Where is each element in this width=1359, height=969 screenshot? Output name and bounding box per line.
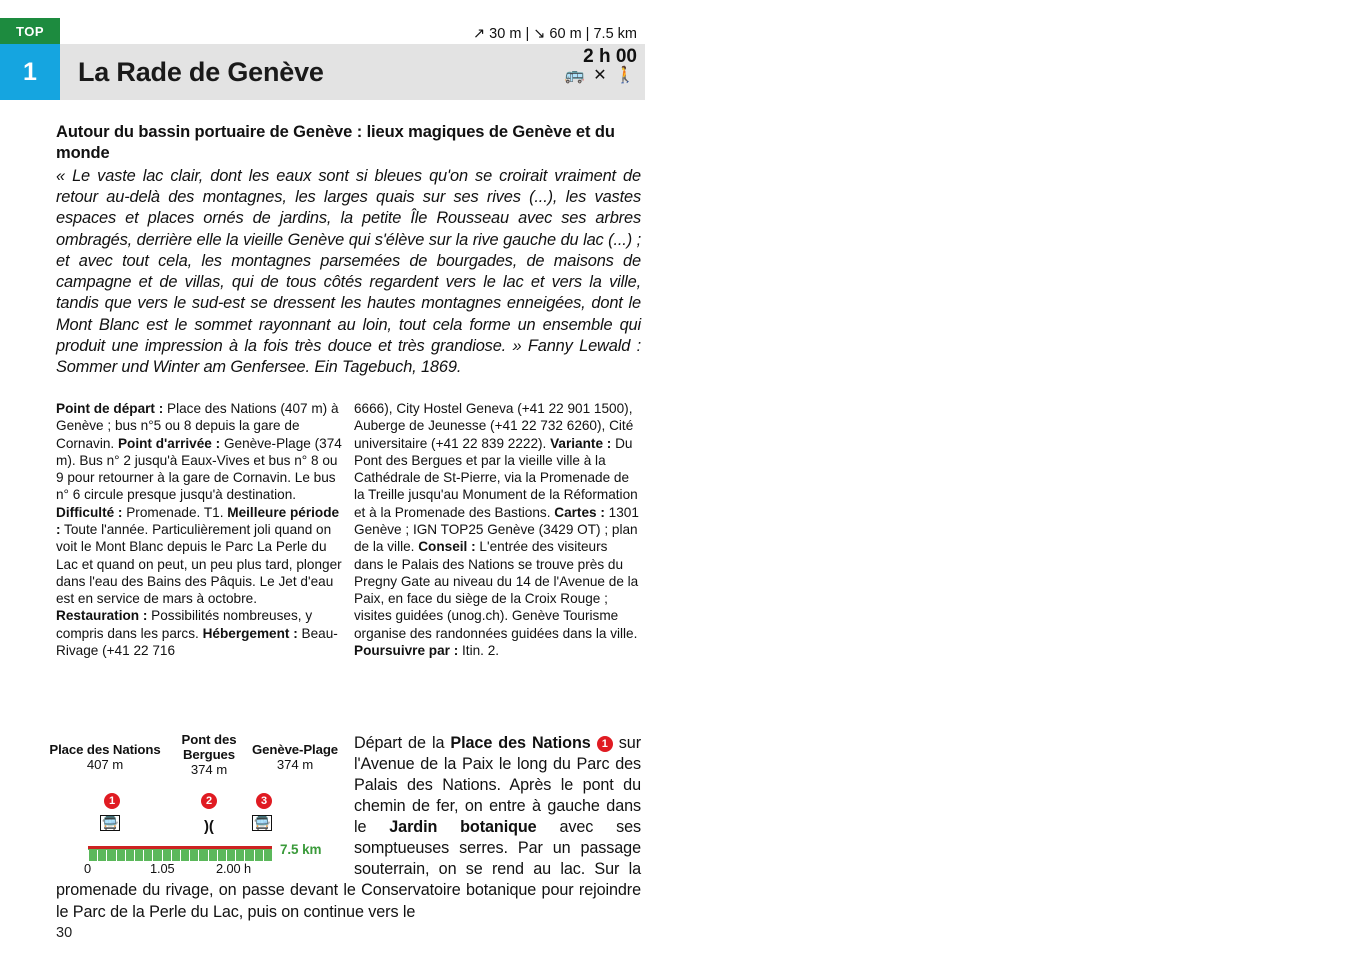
- body-text-a: Départ de la: [354, 734, 451, 752]
- elevation-profile: [44, 732, 344, 877]
- route-subtitle: Autour du bassin portuaire de Genève : lieux magiques de Genève et du monde: [56, 123, 615, 163]
- info-block: [56, 400, 641, 659]
- info-label: Cartes :: [554, 504, 605, 520]
- body-bold-jardin-botanique: Jardin botanique: [389, 818, 537, 837]
- info-label: Poursuivre par :: [354, 642, 459, 658]
- info-value: 1301 Genève ; IGN TOP25 Genève (3429 OT) ; plan de la ville.: [354, 504, 639, 555]
- route-title: La Rade de Genève: [78, 56, 324, 87]
- profile-markers: [44, 793, 344, 815]
- body-bold-place-des-nations: Place des Nations: [450, 734, 591, 752]
- info-label: Conseil :: [418, 539, 476, 555]
- axis-tick-1: 1.05: [150, 861, 175, 876]
- info-value: Toute l'année. Particulièrement joli quand on voit le Mont Blanc depuis le Parc La Perle du Lac et quand on peut, un peu plus tard, plonger dans l'eau des Bains des Pâquis. Le Jet d'eau est en service de mars à octobre.: [56, 521, 342, 607]
- info-value: L'entrée des visiteurs dans le Palais des Nations se trouve près du Pregny Gate au niveau du 14 de l'Avenue de la Paix, en face du siège de la Croix Rouge ; visites guidées (unog.ch). Genève Tourisme organise des randonnées guidées dans la ville.: [354, 539, 639, 641]
- profile-marker-3: 3: [256, 793, 272, 809]
- info-column-right: [354, 400, 640, 659]
- info-value: Genève-Plage (374 m). Bus n° 2 jusqu'à Eaux-Vives et bus n° 8 ou 9 pour retourner à la gare de Cornavin. Le bus n° 6 circule presque jusqu'à destination.: [56, 435, 342, 503]
- route-description: [49, 732, 642, 923]
- info-label: Difficulté :: [56, 504, 123, 520]
- profile-point-2: [164, 733, 254, 777]
- info-value: Itin. 2.: [458, 642, 500, 658]
- info-value: Promenade. T1.: [122, 504, 224, 520]
- profile-point-1-altitude: 407 m: [86, 756, 124, 772]
- body-text-b: sur l'Avenue de la Paix le long du Parc des Palais des Nations. Après le pont du chemin de fer, on entre à gauche dans le: [354, 734, 641, 837]
- info-value: Beau-Rivage (+41 22 716: [56, 625, 338, 658]
- body-text-c: avec ses somptueuses serres. Par un passage souterrain, on se rend au lac. Sur la promenade du rivage, on passe devant le Conservatoire botanique pour rejoindre le Parc de la Perle du Lac, puis on continue vers le: [56, 818, 642, 921]
- top-badge: TOP: [0, 18, 60, 44]
- profile-point-3-altitude: 374 m: [276, 756, 314, 772]
- amenity-icons: 🚌 ✕ 🚶: [564, 66, 637, 84]
- info-label: Point d'arrivée :: [117, 435, 221, 451]
- profile-point-2-altitude: 374 m: [190, 761, 228, 777]
- header-top-row: [0, 18, 645, 44]
- route-quote: « Le vaste lac clair, dont les eaux sont si bleues qu'on se croirait vraiment de retour au-delà des montagnes, les larges quais sur ses rives (...), les vastes espaces et places ornés de jardins, la petite Île Rousseau avec ses arbres ombragés, derrière elle la vieille Genève qui s'élève sur la rive gauche du lac (...) ; et avec tout cela, les montagnes parsemées de bourgades, de maisons de campagne et de villas, qui de tous côtés regardent vers le lac et vers la ville, tandis que vers le sud-est se dressent les hautes montagnes enneigées, dont le Mont Blanc est le sommet rayonnant au loin, tout cela forme un ensemble qui produit une impression à la fois très douce et très grandiose. » Fanny Lewald : Sommer und Winter am Genfersee. Ein Tagebuch, 1869.: [56, 167, 641, 377]
- profile-transport-row: [44, 815, 344, 835]
- right-page: [690, 0, 1359, 969]
- header-main-row: [0, 44, 645, 100]
- route-header: [0, 18, 645, 100]
- header-right: [565, 44, 645, 100]
- info-column-left: [56, 400, 342, 659]
- page-number: 30: [56, 925, 73, 941]
- profile-marker-1: 1: [104, 793, 120, 809]
- info-value: 6666), City Hostel Geneva (+41 22 901 1500), Auberge de Jeunesse (+41 22 732 6260), Cité universitaire (+41 22 839 2222).: [354, 401, 634, 451]
- route-number-badge: 1: [0, 44, 60, 100]
- info-label: Meilleure période :: [56, 504, 340, 537]
- profile-point-1-name: Place des Nations: [49, 742, 161, 757]
- info-label: Hébergement :: [202, 625, 298, 641]
- bridge-icon: )(: [204, 818, 214, 835]
- profile-ticks: [88, 850, 272, 861]
- axis-tick-0: 0: [84, 861, 92, 876]
- profile-point-3-name: Genève-Plage: [251, 742, 339, 757]
- profile-point-1: [44, 743, 166, 773]
- profile-marker-2: 2: [201, 793, 217, 809]
- info-label: Point de départ :: [56, 401, 164, 416]
- info-value: Du Pont des Bergues et par la vieille ville à la Cathédrale de St-Pierre, via la Promenade de la Treille jusqu'au Monument de la Réformation et à la Promenade des Bastions.: [354, 435, 638, 520]
- profile-chart: [88, 835, 322, 861]
- profile-point-2-name: Pont des Bergues: [181, 732, 237, 762]
- info-value: Place des Nations (407 m) à Genève ; bus n°5 ou 8 depuis la gare de Cornavin.: [56, 401, 339, 451]
- route-stats: ↗ 30 m | ↘ 60 m | 7.5 km: [473, 26, 637, 42]
- info-label: Variante :: [550, 435, 612, 451]
- bus-icon: 🚍: [254, 815, 271, 830]
- bus-icon: 🚍: [102, 815, 119, 830]
- info-label: Restauration :: [56, 608, 148, 624]
- profile-distance: 7.5 km: [280, 842, 322, 858]
- info-value: Possibilités nombreuses, y compris dans les parcs.: [56, 608, 313, 641]
- profile-axis: [84, 861, 318, 879]
- profile-point-3: [246, 743, 344, 773]
- route-marker-1: 1: [597, 736, 613, 752]
- axis-tick-2: 2.00 h: [216, 861, 251, 876]
- profile-labels: [44, 732, 344, 793]
- route-duration: 2 h 00: [583, 46, 637, 67]
